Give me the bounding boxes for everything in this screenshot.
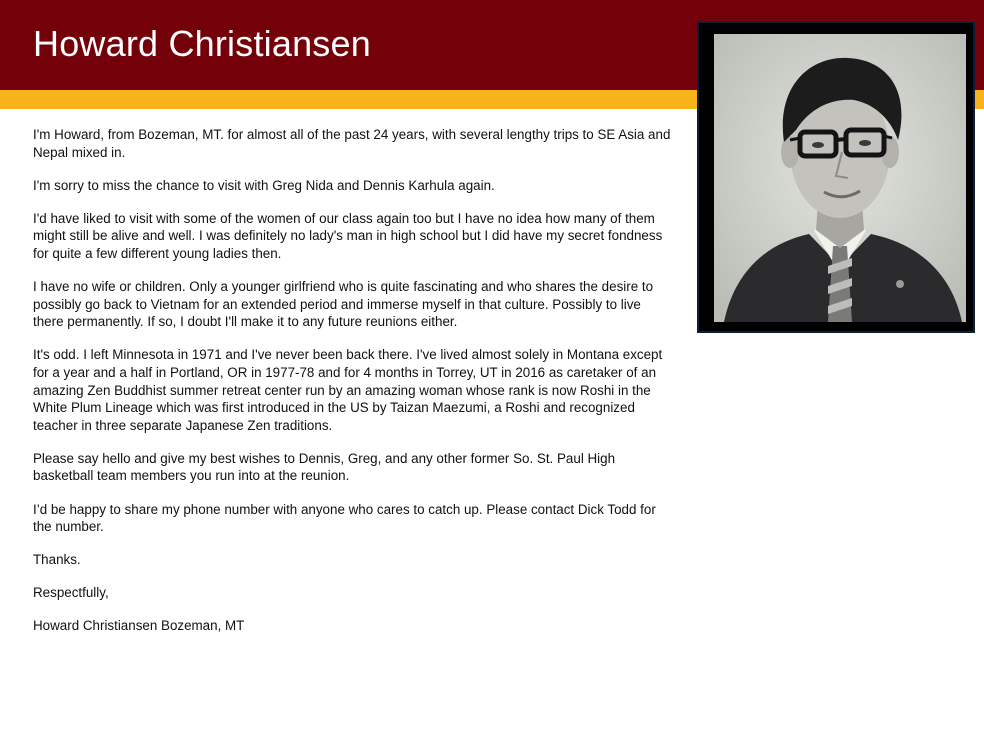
letter-closing: Thanks. — [33, 552, 81, 568]
letter-paragraph: I'm sorry to miss the chance to visit with Greg Nida and Dennis Karhula again. — [33, 177, 495, 193]
letter-signature: Howard Christiansen Bozeman, MT — [33, 618, 245, 634]
letter-signoff: Respectfully, — [33, 585, 109, 601]
letter-paragraph: I’d be happy to share my phone number with anyone who cares to catch up. Please contact Dick Todd for the number. — [33, 501, 656, 535]
page-title: Howard Christiansen — [33, 23, 371, 64]
portrait-illustration — [714, 34, 966, 322]
letter-paragraph: Please say hello and give my best wishes to Dennis, Greg, and any other former So. St. Paul High basketball team members you run into at the reunion. — [33, 450, 616, 484]
letter-paragraph: I'd have liked to visit with some of the women of our class again too but I have no idea how many of them might still be alive and well. I was definitely no lady's man in high school but I did have my secret fondness for quite a few different young ladies then. — [33, 210, 663, 261]
letter-body — [33, 126, 673, 650]
photo-frame — [697, 21, 975, 333]
letter-paragraph: It's odd. I left Minnesota in 1971 and I've never been back there. I've lived almost solely in Montana except for a year and a half in Portland, OR in 1977-78 and for 4 months in Torrey, UT in 2016 as caretaker of an amazing Zen Buddhist summer retreat center run by an amazing woman whose rank is now Roshi in the White Plum Lineage which was first introduced in the US by Taizan Maezumi, a Roshi and recognized teacher in three separate Japanese Zen traditions. — [33, 347, 663, 433]
portrait-photo-icon — [714, 34, 966, 322]
letter-paragraph: I have no wife or children. Only a younger girlfriend who is quite fascinating and who shares the desire to possibly go back to Vietnam for an extended period and immerse myself in that culture. Possibly to live there permanently. If so, I doubt I'll make it to any future reunions either. — [33, 279, 654, 330]
letter-paragraph: I'm Howard, from Bozeman, MT. for almost all of the past 24 years, with several lengthy trips to SE Asia and Nepal mixed in. — [33, 127, 671, 160]
